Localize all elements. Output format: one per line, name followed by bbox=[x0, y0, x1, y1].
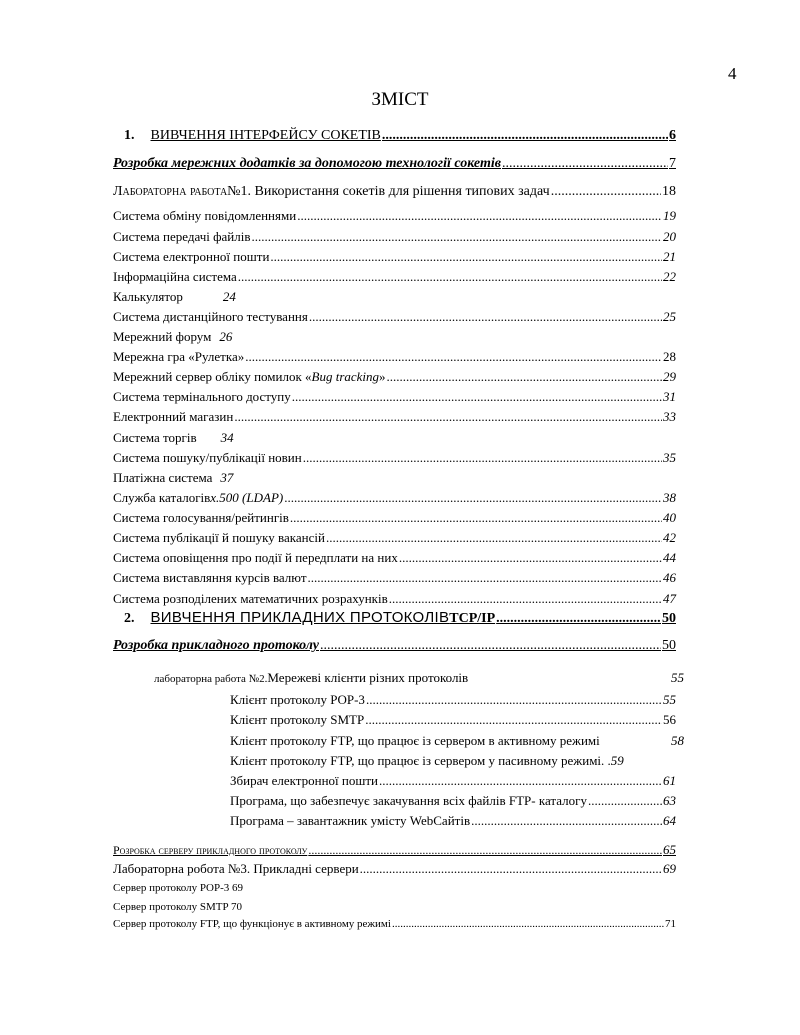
toc-item-title: Збирач електронної пошти bbox=[230, 773, 379, 788]
toc-section-1-title: ВИВЧЕННЯ ІНТЕРФЕЙСУ СОКЕТІВ bbox=[150, 128, 381, 143]
toc-item-page: 26 bbox=[219, 329, 233, 344]
toc-item[interactable] bbox=[230, 773, 676, 789]
toc-item[interactable] bbox=[230, 753, 676, 769]
toc-item-title: Клієнт протоколу FTP, що працює із сервером у пасивному режимі. . bbox=[230, 753, 611, 768]
toc-lab-2-label: лабораторна работа №2. bbox=[154, 673, 268, 685]
toc-subsection-2[interactable] bbox=[113, 638, 676, 654]
toc-item[interactable] bbox=[113, 229, 676, 245]
toc-section-1-number: 1. bbox=[124, 128, 135, 143]
toc-item[interactable] bbox=[113, 289, 236, 305]
toc-subsection-3[interactable] bbox=[113, 842, 676, 858]
toc-item[interactable] bbox=[113, 208, 676, 224]
toc-item-page: 61 bbox=[663, 773, 676, 788]
toc-subsection-1-title: Розробка мережних додатків за допомогою технології сокетів bbox=[113, 156, 501, 171]
toc-leader bbox=[326, 530, 662, 546]
toc-lab-1[interactable] bbox=[113, 184, 676, 200]
toc-item-title: Мережний форум bbox=[113, 329, 212, 344]
toc-item[interactable] bbox=[113, 269, 676, 285]
toc-leader bbox=[366, 692, 662, 708]
toc-item-title: Служба каталогів bbox=[113, 490, 211, 505]
toc-item-page: 35 bbox=[663, 450, 676, 465]
toc-item[interactable] bbox=[113, 450, 676, 466]
toc-item-title: Система пошуку/публікації новин bbox=[113, 450, 302, 465]
toc-item-page: 33 bbox=[663, 409, 676, 424]
toc-item-page: 24 bbox=[222, 289, 236, 304]
toc-leader bbox=[389, 591, 662, 607]
toc-item-title: Клієнт протоколу POP-3 bbox=[230, 692, 365, 707]
toc-item-page: 63 bbox=[663, 793, 676, 808]
toc-leader bbox=[308, 570, 662, 586]
toc-lab-2-page: 55 bbox=[671, 670, 684, 685]
toc-subsection-2-page: 50 bbox=[662, 638, 676, 653]
toc-item-title: Калькулятор bbox=[113, 289, 183, 304]
toc-leader bbox=[292, 389, 662, 405]
toc-item-title: Система термінального доступу bbox=[113, 389, 291, 404]
toc-item-title: Мережний сервер обліку помилок « bbox=[113, 369, 312, 384]
toc-item-page: 31 bbox=[663, 389, 676, 404]
toc-item-page: 20 bbox=[663, 229, 676, 244]
toc-item[interactable] bbox=[113, 550, 676, 566]
toc-item-title-italic: x.500 (LDAP) bbox=[210, 490, 284, 505]
toc-leader bbox=[309, 309, 662, 325]
toc-leader bbox=[270, 249, 662, 265]
toc-item-title: Клієнт протоколу SMTP bbox=[230, 712, 365, 727]
toc-lab-1-page: 18 bbox=[662, 184, 676, 199]
toc-leader bbox=[360, 861, 662, 877]
toc-subsection-1[interactable] bbox=[113, 156, 676, 172]
toc-item-title: Програма – завантажник умісту WebСайтів bbox=[230, 813, 471, 828]
toc-leader bbox=[297, 208, 662, 224]
toc-leader bbox=[251, 229, 662, 245]
toc-item-title: Сервер протоколу POP-3 69 bbox=[113, 882, 243, 894]
toc-leader bbox=[392, 918, 664, 930]
toc-item[interactable] bbox=[230, 793, 676, 809]
toc-item[interactable] bbox=[113, 490, 676, 506]
toc-item-page: 59 bbox=[610, 753, 624, 768]
toc-leader bbox=[320, 638, 661, 654]
toc-lab-1-label: Лабораторна работа bbox=[113, 184, 228, 199]
toc-section-2[interactable] bbox=[124, 609, 676, 627]
toc-item-title: Інформаційна система bbox=[113, 269, 237, 284]
toc-item-title: Система торгів bbox=[113, 430, 197, 445]
page-number: 4 bbox=[728, 64, 737, 83]
toc-leader bbox=[284, 490, 662, 506]
toc-item-title: Система дистанційного тестування bbox=[113, 309, 308, 324]
toc-item[interactable] bbox=[113, 510, 676, 526]
toc-item-page: 38 bbox=[663, 490, 676, 505]
toc-item-title: Система голосування/рейтингів bbox=[113, 510, 289, 525]
toc-item[interactable] bbox=[113, 309, 676, 325]
toc-item-title: Система виставляння курсів валют bbox=[113, 570, 307, 585]
toc-item[interactable] bbox=[113, 530, 676, 546]
toc-item-page: 47 bbox=[663, 591, 676, 606]
toc-item-page: 22 bbox=[663, 269, 676, 284]
toc-lab-3[interactable] bbox=[113, 861, 676, 877]
toc-item[interactable] bbox=[113, 470, 233, 486]
toc-item-page: 42 bbox=[663, 530, 676, 545]
toc-leader bbox=[245, 349, 662, 365]
toc-leader bbox=[471, 813, 662, 829]
toc-item[interactable] bbox=[113, 249, 676, 265]
toc-section-1[interactable] bbox=[124, 128, 676, 144]
toc-item[interactable] bbox=[113, 901, 242, 913]
toc-lab-2[interactable] bbox=[154, 670, 684, 686]
toc-leader bbox=[382, 128, 668, 144]
toc-item-title: Система публікації й пошуку вакансій bbox=[113, 530, 325, 545]
toc-item-page: 58 bbox=[671, 733, 684, 748]
toc-item-page: 29 bbox=[663, 369, 676, 384]
toc-item-title-end: » bbox=[379, 369, 386, 384]
toc-section-2-title-bold: TCP/IP bbox=[449, 611, 496, 626]
toc-leader bbox=[234, 409, 662, 425]
toc-item-page: 46 bbox=[663, 570, 676, 585]
toc-leader bbox=[238, 269, 662, 285]
toc-leader bbox=[365, 712, 662, 728]
toc-item-page: 44 bbox=[663, 550, 676, 565]
toc-leader bbox=[303, 450, 662, 466]
toc-item-title: Система оповіщення про події й передплати на них bbox=[113, 550, 398, 565]
toc-item[interactable] bbox=[113, 591, 676, 607]
toc-item-title: Система передачі файлів bbox=[113, 229, 251, 244]
toc-section-1-page: 6 bbox=[669, 128, 676, 143]
toc-lab-2-title: Мережеві клієнти різних протоколів bbox=[267, 670, 469, 685]
toc-item[interactable] bbox=[230, 813, 676, 829]
toc-item-title: Платіжна система bbox=[113, 470, 213, 485]
toc-leader bbox=[496, 611, 661, 627]
toc-item-title: Клієнт протоколу FTP, що працює із сервером в активному режимі bbox=[230, 733, 600, 748]
toc-item[interactable] bbox=[113, 409, 676, 425]
toc-leader bbox=[387, 369, 662, 385]
toc-item-title: Сервер протоколу SMTP 70 bbox=[113, 901, 242, 913]
toc-item[interactable] bbox=[113, 389, 676, 405]
toc-item-page: 37 bbox=[220, 470, 234, 485]
toc-item-page: 34 bbox=[220, 430, 234, 445]
toc-lab-3-page: 69 bbox=[663, 861, 676, 876]
toc-leader bbox=[379, 773, 662, 789]
toc-item-page: 25 bbox=[663, 309, 676, 324]
toc-leader bbox=[588, 793, 662, 809]
toc-item[interactable] bbox=[113, 369, 676, 385]
toc-lab-1-title: №1. Використання сокетів для рішення типових задач bbox=[227, 184, 550, 199]
toc-item[interactable] bbox=[113, 430, 234, 446]
toc-lab-3-title: Лабораторна робота №3. Прикладні сервери bbox=[113, 861, 359, 876]
toc-item-title: Електронний магазин bbox=[113, 409, 234, 424]
toc-item-title: Сервер протоколу FTP, що функціонує в активному режимі bbox=[113, 918, 391, 930]
toc-item-page: 55 bbox=[663, 692, 676, 707]
toc-item-page: 64 bbox=[663, 813, 676, 828]
toc-section-2-page: 50 bbox=[662, 611, 676, 626]
toc-item[interactable] bbox=[113, 570, 676, 586]
toc-section-2-number: 2. bbox=[124, 611, 135, 626]
toc-item-page: 28 bbox=[663, 349, 676, 364]
toc-item-page: 21 bbox=[663, 249, 676, 264]
toc-item-page: 71 bbox=[665, 918, 676, 930]
toc-leader bbox=[290, 510, 662, 526]
toc-item[interactable] bbox=[113, 918, 676, 930]
toc-leader bbox=[399, 550, 662, 566]
toc-item[interactable] bbox=[230, 692, 676, 708]
page-title: ЗМІСТ bbox=[371, 89, 429, 110]
toc-subsection-1-page: 7 bbox=[669, 156, 676, 171]
toc-section-2-title: ВИВЧЕННЯ ПРИКЛАДНИХ ПРОТОКОЛІВ bbox=[150, 609, 450, 626]
toc-subsection-2-title: Розробка прикладного протоколу bbox=[113, 638, 319, 653]
toc-item[interactable] bbox=[230, 712, 676, 728]
toc-item[interactable] bbox=[113, 349, 676, 365]
toc-item-title: Система електронної пошти bbox=[113, 249, 270, 264]
toc-item-page: 40 bbox=[663, 510, 676, 525]
toc-subsection-3-page: 65 bbox=[663, 842, 676, 857]
toc-leader bbox=[308, 843, 662, 858]
toc-item-page: 19 bbox=[663, 208, 676, 223]
toc-item-title: Система обміну повідомленнями bbox=[113, 208, 297, 223]
toc-leader bbox=[502, 156, 668, 172]
toc-item[interactable] bbox=[230, 733, 684, 749]
toc-item-title: Система розподілених математичних розрахунків bbox=[113, 591, 388, 606]
toc-item-title: Програма, що забезпечує закачування всіх файлів FTP- каталогу bbox=[230, 793, 587, 808]
toc-item-title: Мережна гра «Рулетка» bbox=[113, 349, 245, 364]
toc-item[interactable] bbox=[113, 882, 243, 894]
toc-item-page: 56 bbox=[663, 712, 676, 727]
toc-item[interactable] bbox=[113, 329, 232, 345]
toc-item-title-italic: Bug tracking bbox=[311, 369, 380, 384]
toc-subsection-3-title: Розробка серверу прикладного протоколу bbox=[113, 843, 308, 857]
toc-leader bbox=[551, 184, 661, 200]
